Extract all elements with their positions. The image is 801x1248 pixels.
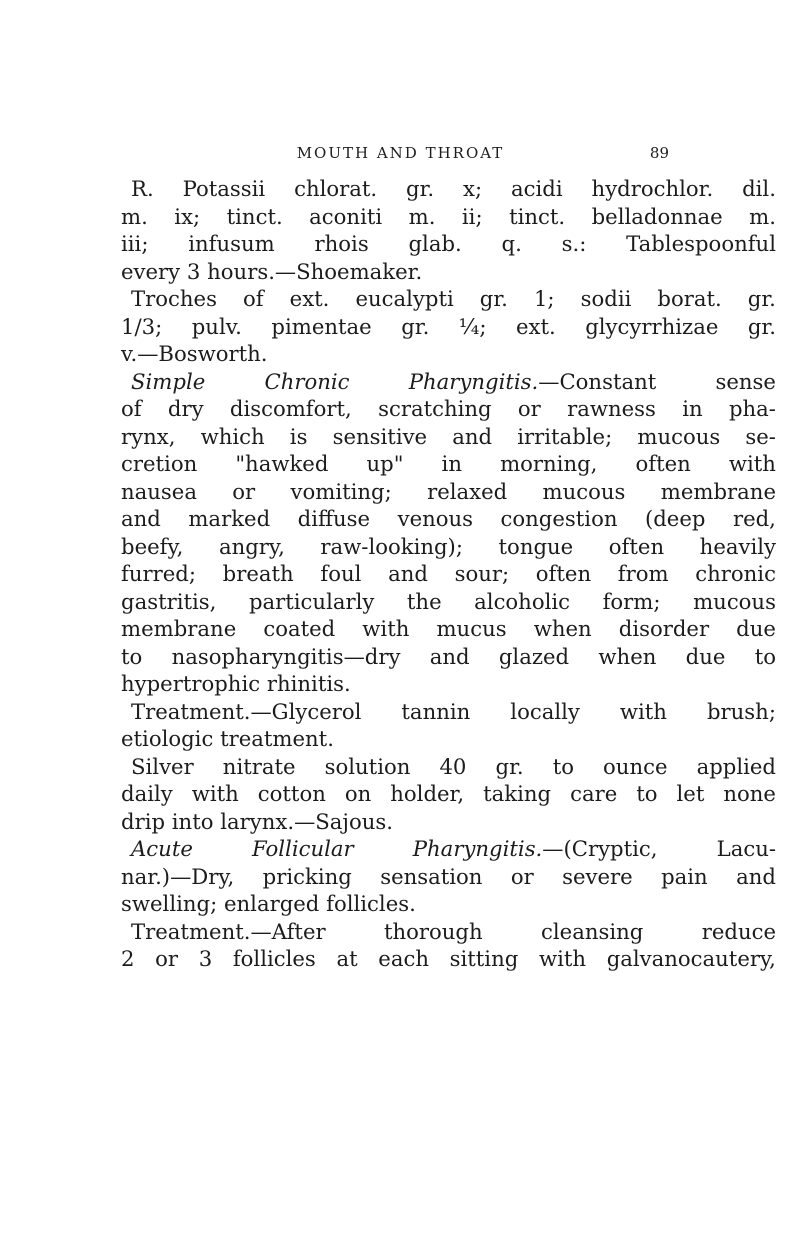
word: m. xyxy=(749,203,776,229)
word: gr. xyxy=(747,286,776,311)
word: tinct. xyxy=(226,203,283,229)
word: iii; xyxy=(121,231,149,256)
word: drip xyxy=(121,808,166,834)
word: with xyxy=(538,946,587,971)
word: glycyrrhizae xyxy=(585,313,719,339)
word: of xyxy=(121,396,142,421)
text-line xyxy=(121,780,776,808)
word: hours.—Shoemaker. xyxy=(207,258,423,284)
word: scratching xyxy=(378,396,492,421)
page-header xyxy=(0,142,801,168)
word: locally xyxy=(510,698,580,724)
word: follicles. xyxy=(326,891,416,916)
word: Silver xyxy=(131,753,194,779)
word: s.: xyxy=(561,231,587,256)
word: thorough xyxy=(383,918,483,944)
text-line xyxy=(121,918,776,946)
word: membrane xyxy=(660,478,776,504)
word: nausea xyxy=(121,478,197,504)
text-line xyxy=(121,313,776,341)
word: of xyxy=(243,286,264,311)
text-line xyxy=(121,670,776,698)
word: to xyxy=(636,781,658,806)
text-line xyxy=(121,258,776,286)
word: disorder xyxy=(618,616,710,641)
text-line xyxy=(121,423,776,451)
word: raw-looking); xyxy=(320,533,463,559)
text-line xyxy=(121,285,776,313)
word: gr. xyxy=(495,753,524,779)
word: vomiting; xyxy=(290,478,392,504)
word: se- xyxy=(745,423,776,449)
word: v.—Bosworth. xyxy=(121,341,268,366)
word: venous xyxy=(397,506,474,531)
word: etiologic xyxy=(121,726,214,751)
word: gr. xyxy=(747,313,776,339)
text-line xyxy=(121,588,776,616)
word: daily xyxy=(121,781,173,806)
word: ounce xyxy=(603,753,668,779)
word: red, xyxy=(732,506,776,531)
text-line xyxy=(121,478,776,506)
word: dry xyxy=(167,396,204,421)
word: reduce xyxy=(701,918,776,944)
word: "hawked xyxy=(235,451,329,476)
word: beefy, xyxy=(121,533,184,559)
word: pha- xyxy=(728,396,776,421)
word: and xyxy=(452,423,493,449)
word: tannin xyxy=(401,698,471,724)
word: to xyxy=(754,643,776,669)
word: pain xyxy=(661,863,708,889)
text-line xyxy=(121,340,776,368)
word: sensation xyxy=(380,863,483,889)
word: treatment. xyxy=(220,726,334,751)
word: brush; xyxy=(706,698,776,724)
word: Pharyngitis.—Constant xyxy=(408,368,657,394)
word: chronic xyxy=(695,561,776,586)
word: rawness xyxy=(567,396,656,421)
word: aconiti xyxy=(309,203,383,229)
word: 2 xyxy=(121,946,135,971)
text-line xyxy=(121,945,776,973)
word: or xyxy=(510,863,534,889)
word: borat. xyxy=(657,286,722,311)
word: mucous xyxy=(637,423,721,449)
word: hydrochlor. xyxy=(591,176,714,201)
word: 3 xyxy=(198,946,213,971)
word: cotton xyxy=(257,781,326,806)
word: furred; xyxy=(121,561,196,586)
word: with xyxy=(362,616,410,641)
text-line xyxy=(121,698,776,726)
word: or xyxy=(517,396,541,421)
word: tongue xyxy=(498,533,574,559)
word: up" xyxy=(366,451,404,476)
word: rynx, xyxy=(121,423,176,449)
word: nar.)—Dry, xyxy=(121,863,235,889)
word: none xyxy=(723,781,776,806)
word: foul xyxy=(320,561,362,586)
running-head: MOUTH AND THROAT xyxy=(296,144,505,162)
word: every xyxy=(121,258,181,284)
word: when xyxy=(598,643,657,669)
word: angry, xyxy=(218,533,285,559)
text-line xyxy=(121,203,776,231)
word: morning, xyxy=(500,451,598,476)
text-line xyxy=(121,615,776,643)
word: q. xyxy=(501,231,522,256)
word: rhinitis. xyxy=(266,671,351,696)
word: irritable; xyxy=(517,423,613,449)
word: mucous xyxy=(693,588,776,614)
word: coated xyxy=(263,616,336,641)
word: enlarged xyxy=(223,891,320,916)
word: ¼; xyxy=(458,313,487,339)
word: gr. xyxy=(406,176,435,201)
word: Treatment.—After xyxy=(131,918,326,944)
word: holder, xyxy=(390,781,465,806)
word: pimentae xyxy=(271,313,372,339)
word: mucous xyxy=(542,478,626,504)
word: hypertrophic xyxy=(121,671,261,696)
word: care xyxy=(570,781,618,806)
word: 40 xyxy=(439,753,467,779)
word: membrane xyxy=(121,616,237,641)
word: and xyxy=(429,643,470,669)
word: 1; xyxy=(533,286,555,311)
word: gastritis, xyxy=(121,588,217,614)
word: at xyxy=(336,946,358,971)
word: when xyxy=(533,616,592,641)
word: ext. xyxy=(289,286,330,311)
word: pulv. xyxy=(191,313,242,339)
word: into xyxy=(171,808,214,834)
word: congestion xyxy=(500,506,618,531)
word: Acute xyxy=(131,836,193,861)
word: often xyxy=(535,561,592,586)
word: sense xyxy=(715,368,776,394)
text-line xyxy=(121,560,776,588)
word: follicles xyxy=(232,946,316,971)
word: taking xyxy=(483,781,552,806)
word: to xyxy=(121,643,143,669)
word: cleansing xyxy=(541,918,644,944)
word: sensitive xyxy=(332,423,428,449)
word: Tablespoonful xyxy=(626,231,776,256)
word: to xyxy=(552,753,574,779)
word: solution xyxy=(324,753,411,779)
word: heavily xyxy=(699,533,776,559)
text-line xyxy=(121,890,776,918)
word: cretion xyxy=(121,451,198,476)
word: the xyxy=(406,588,442,614)
word: sitting xyxy=(449,946,519,971)
word: larynx.—Sajous. xyxy=(220,808,393,834)
word: and xyxy=(388,561,428,586)
word: often xyxy=(635,451,691,476)
word: nitrate xyxy=(222,753,296,779)
text-line xyxy=(121,835,776,863)
word: m. xyxy=(408,203,436,229)
word: rhois xyxy=(314,231,369,256)
word: acidi xyxy=(511,176,563,201)
text-line xyxy=(121,368,776,396)
word: gr. xyxy=(479,286,508,311)
word: dil. xyxy=(742,176,776,201)
word: and xyxy=(736,863,776,889)
word: and xyxy=(121,506,161,531)
word: due xyxy=(685,643,726,669)
word: 1/3; xyxy=(121,313,163,339)
text-line xyxy=(121,395,776,423)
word: galvanocautery, xyxy=(606,946,776,971)
word: x; xyxy=(463,176,483,201)
word: alcoholic xyxy=(474,588,571,614)
word: swelling; xyxy=(121,891,218,916)
word: severe xyxy=(562,863,633,889)
word: in xyxy=(441,451,462,476)
word: applied xyxy=(696,753,776,779)
text-line xyxy=(121,643,776,671)
text-line xyxy=(121,230,776,258)
text-line xyxy=(121,808,776,836)
word: with xyxy=(191,781,239,806)
word: Potassii xyxy=(182,176,266,201)
word: pricking xyxy=(262,863,352,889)
word: which xyxy=(200,423,265,449)
word: each xyxy=(378,946,429,971)
word: Pharyngitis.—(Cryptic, xyxy=(412,836,658,861)
word: mucus xyxy=(436,616,507,641)
word: ix; xyxy=(174,203,201,229)
word: Chronic xyxy=(264,368,350,394)
word: eucalypti xyxy=(355,286,454,311)
word: Lacu- xyxy=(716,836,776,861)
word: infusum xyxy=(188,231,275,256)
body-text xyxy=(121,175,776,973)
word: in xyxy=(682,396,703,421)
word: is xyxy=(289,423,308,449)
word: with xyxy=(619,698,667,724)
word: marked xyxy=(188,506,271,531)
word: belladonnae xyxy=(591,203,723,229)
word: Treatment.—Glycerol xyxy=(131,698,362,724)
word: on xyxy=(344,781,372,806)
word: glazed xyxy=(498,643,570,669)
text-line xyxy=(121,505,776,533)
word: sodii xyxy=(580,286,632,311)
word: diffuse xyxy=(297,506,371,531)
word: m. xyxy=(121,203,148,229)
text-line xyxy=(121,175,776,203)
word: with xyxy=(728,451,776,476)
word: Follicular xyxy=(251,836,354,861)
word: often xyxy=(608,533,665,559)
word: glab. xyxy=(408,231,462,256)
word: gr. xyxy=(401,313,430,339)
word: due xyxy=(736,616,776,641)
word: or xyxy=(155,946,179,971)
word: from xyxy=(617,561,669,586)
word: discomfort, xyxy=(229,396,352,421)
word: let xyxy=(676,781,705,806)
word: Troches xyxy=(131,286,217,311)
word: (deep xyxy=(644,506,706,531)
word: breath xyxy=(222,561,294,586)
page-number: 89 xyxy=(649,144,669,162)
text-line xyxy=(121,753,776,781)
text-line xyxy=(121,450,776,478)
word: 3 xyxy=(186,258,201,284)
word: ext. xyxy=(515,313,556,339)
text-line xyxy=(121,725,776,753)
word: R. xyxy=(131,176,154,201)
word: nasopharyngitis—dry xyxy=(171,643,401,669)
word: sour; xyxy=(454,561,510,586)
word: tinct. xyxy=(509,203,566,229)
text-line xyxy=(121,533,776,561)
word: Simple xyxy=(131,368,206,394)
text-line xyxy=(121,863,776,891)
word: chlorat. xyxy=(294,176,378,201)
word: or xyxy=(232,478,256,504)
word: particularly xyxy=(248,588,375,614)
word: ii; xyxy=(461,203,483,229)
word: form; xyxy=(602,588,661,614)
word: relaxed xyxy=(427,478,508,504)
